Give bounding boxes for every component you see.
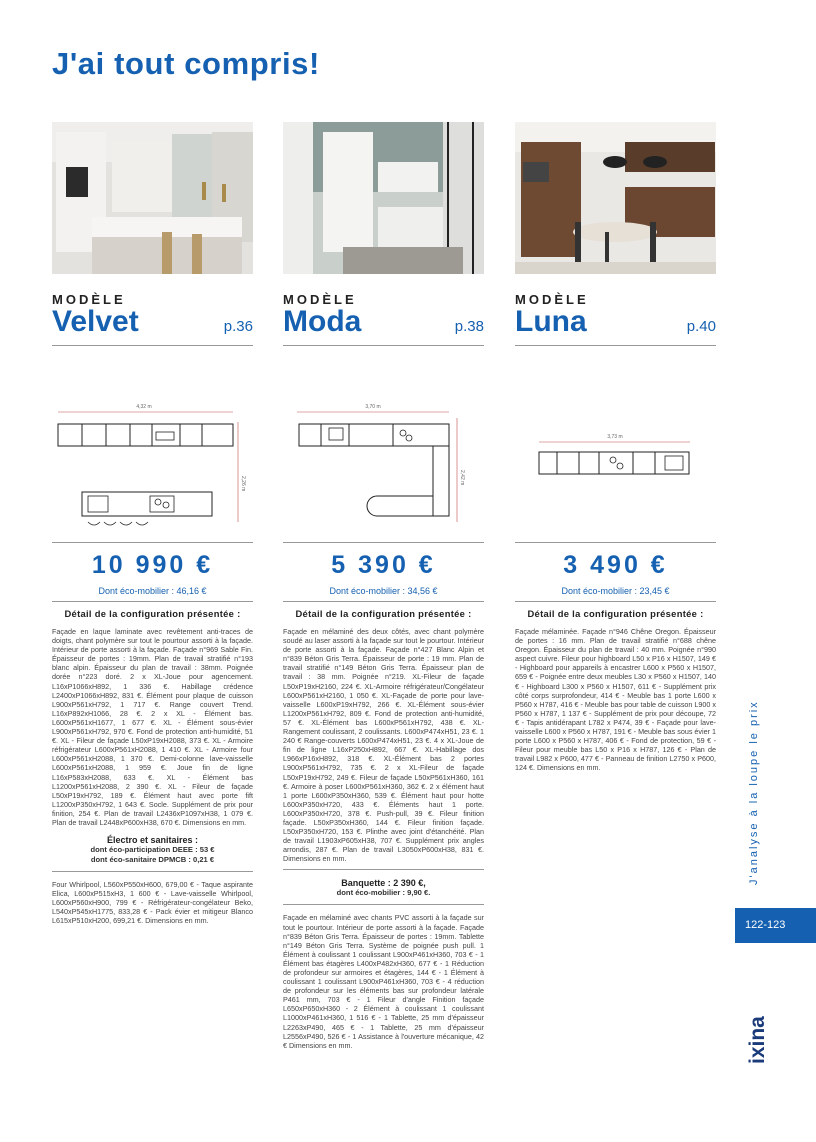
- model-column-velvet: [52, 122, 253, 926]
- floor-plan-moda: [283, 346, 484, 536]
- side-slogan: J'analyse à la loupe le prix: [748, 700, 760, 885]
- modele-label: MODÈLE: [515, 292, 589, 307]
- electro-line: dont éco-sanitaire DPMCB : 0,21 €: [90, 855, 215, 865]
- divider: [283, 601, 484, 602]
- model-column-luna: [515, 122, 716, 773]
- banquette-line: dont éco-mobilier : 9,90 €.: [336, 888, 431, 898]
- model-header: [52, 305, 253, 339]
- electro-title: Électro et sanitaires :: [106, 835, 199, 846]
- model-column-moda: [283, 122, 484, 1050]
- model-header: [283, 305, 484, 339]
- page-reference-link[interactable]: p.40: [686, 318, 716, 335]
- plan-width-label: 3,73 m: [607, 434, 623, 440]
- detail-title: Détail de la configuration présentée :: [64, 608, 241, 619]
- electro-text: Four Whirlpool, L560xP550xH600, 679,00 € - Taque aspirante Elica, L600xP515xH3, 1 600 € - Lave-vaisselle Whirlpool, L600xP560xH900, 799 € - Réfrigérateur-congélateur Beko, L540xP545xH1775, 833,28 € - Pack évier et mitigeur Blanco L615xP510xH200, 699,21 €. Dimensions en mm.: [52, 880, 253, 926]
- eco-mobilier: Dont éco-mobilier : 34,56 €: [329, 586, 438, 596]
- model-name: Luna: [515, 305, 587, 338]
- banquette-title: Banquette : 2 390 €,: [341, 878, 426, 889]
- detail-title: Détail de la configuration présentée :: [295, 608, 472, 619]
- banquette-text: Façade en mélaminé avec chants PVC assorti à la façade sur tout le pourtour. Intérieur de porte assorti à la façade. Façade n°839 Béton Gris Terra. Épaisseur de portes : 19mm. Tablette n°149 Béton Gris Terra. Système de poignée push pull. 1 Élément à coulissant 1 coulissant L900xP461xH360, 703 € - 1 Élément bas étagères L400xP482xH360, 677 € - 1 Réduction de profondeur sur armoires et étagères, 144 € - 1 Élément à coulissant 1 coulissant L900xP461xH360, 703 € - 4 réduction de profondeur sur les éléments bas sur profondeur latérale P461 mm, 703 € - 1 Fileur d'angle Finition façade L650xP650xH360 - 2 Élément à coulissant 1 coulissant L1000xP461xH360, 1 516 € - 1 Tablette, 25 mm d'épaisseur L2263xP490, 465 € - 1 Tablette, 25 mm d'épaisseur L2556xP490, 526 € - 1 Assistance à l'ouverture mécanique, 42 € Dimensions en mm.: [283, 913, 484, 1050]
- model-header: [515, 305, 716, 339]
- brand-logo: ixina: [746, 1016, 769, 1064]
- modele-label: MODÈLE: [52, 292, 126, 307]
- kitchen-photo-moda: [283, 122, 484, 274]
- divider: [515, 601, 716, 602]
- plan-width-label: 4,32 m: [136, 404, 152, 410]
- detail-text: Façade en mélaminé des deux côtés, avec chant polymère soudé au laser assorti à la façade sur tout le pourtour. Intérieur de porte assorti à la façade. Façade n°427 Blanc Alpin et n°839 Béton Gris Terra. Épaisseur de porte : 19 mm. Plan de travail stratifié n°149 Béton Gris Terra. Épaisseur plan de travail : 38 mm. Poignée n°219. XL-Fileur de façade L50xP19xH2160, 224 €. XL-Armoire réfrigérateur/Congélateur L600xP561xH2160, 1 050 €. XL-Façade de porte pour lave-vaisselle L600xP19xH792, 266 €. XL-Élément sous-évier L1200xP561xH792, 809 €. Fond de protection anti-humidité, 57 €. XL-Élément bas L600xP561xH792, 438 €. XL-Rangement coulissant, 2 coulissants. L600xP474xH51, 23 €. 1 240 € Range-couverts L600xP474xH51, 23 €. 4 x XL-Joue de fin de ligne L16xP250xH892, 667 €. XL-Habillage dos L966xP16xH892, 318 €. XL-Élément bas 2 portes L900xP561xH792, 735 €. 2 x XL-Fileur de façade L50xP19xH792, 249 €. Fileur de façade L50xP561xH360, 161 €. Armoire à poser L600xP561xH360, 362 €. 2 x élément haut 1 porte L600xP350xH360, 539 €. Élément haut pour hotte L600xP350xH720, 433 €. Éléments haut 1 porte. L600xP350xH720, 378 €. Push-pull, 39 €. Fileur finition façade. L50xP350xH360, 144 €. Fileur finition façade. L50xP350xH720, 153 €. Plinthe avec joint d'étanchéité. Plan de travail L1903xP605xH38, 707 €. Supplément prix angles arrondis, 287 €. Plan de travail L3050xP600xH38, 831 €. Dimensions en mm.: [283, 627, 484, 864]
- divider: [283, 869, 484, 870]
- detail-title: Détail de la configuration présentée :: [527, 608, 704, 619]
- detail-text: Façade mélaminée. Façade n°946 Chêne Oregon. Épaisseur de portes : 16 mm. Plan de travail stratifié n°688 chêne Oregon. Épaisseur du plan de travail : 40 mm. Poignée n°990 aspect cuivre. Fileur pour highboard L50 x P16 x H1507, 149 € - Highboard pour appareils à encastrer L600 x P560 x H1507, 659 € - Poignée entre deux meubles L30 x P560 x H1507, 140 € - Highboard L300 x P560 x H1507, 611 € - Supplément prix côté corps surprofondeur, 414 € - Meuble bas 1 porte L600 x P560 x H787, 416 € - Meuble bas pour table de cuisson L900 x P560 x H787, 1 137 € - Supplément de prix pour découpe, 72 € - Tapis antidérapant L782 x P474, 39 € - Façade pour lave-vaisselle L600 x P560 x H787, 191 € - Meuble bas sous évier 1 porte L600 x P560 x H787, 406 € - Fond de protection, 59 € - Fileur pour meuble bas L50 x P16 x H787, 126 € - Plan de travail L982 x P600, 477 € - Panneau de finition L2750 x P600, 124 €. Dimensions en mm.: [515, 627, 716, 773]
- floor-plan-luna: [515, 346, 716, 536]
- divider: [52, 601, 253, 602]
- price: 3 490 €: [563, 551, 668, 579]
- page-reference-link[interactable]: p.36: [223, 318, 253, 335]
- electro-line: dont éco-participation DEEE : 53 €: [90, 845, 215, 855]
- page-number-badge: 122-123: [735, 908, 816, 943]
- price: 10 990 €: [91, 551, 214, 579]
- kitchen-photo-velvet: [52, 122, 253, 274]
- modele-label: MODÈLE: [283, 292, 357, 307]
- divider: [52, 871, 253, 872]
- divider: [52, 542, 253, 543]
- plan-height-label: 2,26 m: [240, 476, 246, 492]
- divider: [283, 904, 484, 905]
- plan-width-label: 3,70 m: [365, 404, 381, 410]
- price: 5 390 €: [331, 551, 436, 579]
- eco-mobilier: Dont éco-mobilier : 23,45 €: [561, 586, 670, 596]
- model-name: Velvet: [52, 305, 139, 338]
- page-title: J'ai tout compris!: [52, 46, 320, 81]
- eco-mobilier: Dont éco-mobilier : 46,16 €: [98, 586, 207, 596]
- divider: [515, 542, 716, 543]
- page-reference-link[interactable]: p.38: [454, 318, 484, 335]
- detail-text: Façade en laque laminate avec revêtement anti-traces de doigts, chant polymère sur tout le pourtour assorti à la façade. Intérieur de porte assorti à la façade. Façade n°969 Sable Fin. Épaisseur de portes : 19mm. Plan de travail stratifié n°193 blanc alpin. Épaisseur du plan de travail : 38mm. Poignée dorée n°223 doré. 2 x XL-Joue pour agencement. L16xP1066xH892, 1 336 €. Habillage crédence L2400xP1066xH892, 831 €. Élément pour plaque de cuisson L900xP561xH792, 1 717 €. Range couvert Trend. L16xP892xH1066, 28 €. 2 x XL - Élément bas. L600xP561xH1677, 1 677 €. XL - Élément sous-évier L900xP561xH792, 970 €. Fond de protection anti-humidité, 51 €. XL - Fileur de façade L50xP19xH2088, 373 €. XL - Armoire réfrigérateur L600xP561xH2088, 1 410 €. XL - Armoire four L600xP561xH2088, 1 370 €. Demi-colonne lave-vaisselle L600xP561xH2088, 1 959 €. Joue fin de ligne L16xP583xH2088, 633 €. XL - Élément bas L1200xP561xH2088, 2 390 €. XL - Fileur de façade L50xP19xH792, 189 €. Élément haut avec porte fift L1200xP350xH792, 1 643 €. Socle. Supplément de prix pour finition, 254 €. Plan de travail L2436xP1097xH38, 1 079 €. Plan de travail L2448xP600xH38, 670 €. Dimensions en mm.: [52, 627, 253, 827]
- model-name: Moda: [283, 305, 362, 338]
- floor-plan-velvet: [52, 346, 253, 536]
- divider: [283, 542, 484, 543]
- kitchen-photo-luna: [515, 122, 716, 274]
- plan-height-label: 2,42 m: [459, 470, 465, 486]
